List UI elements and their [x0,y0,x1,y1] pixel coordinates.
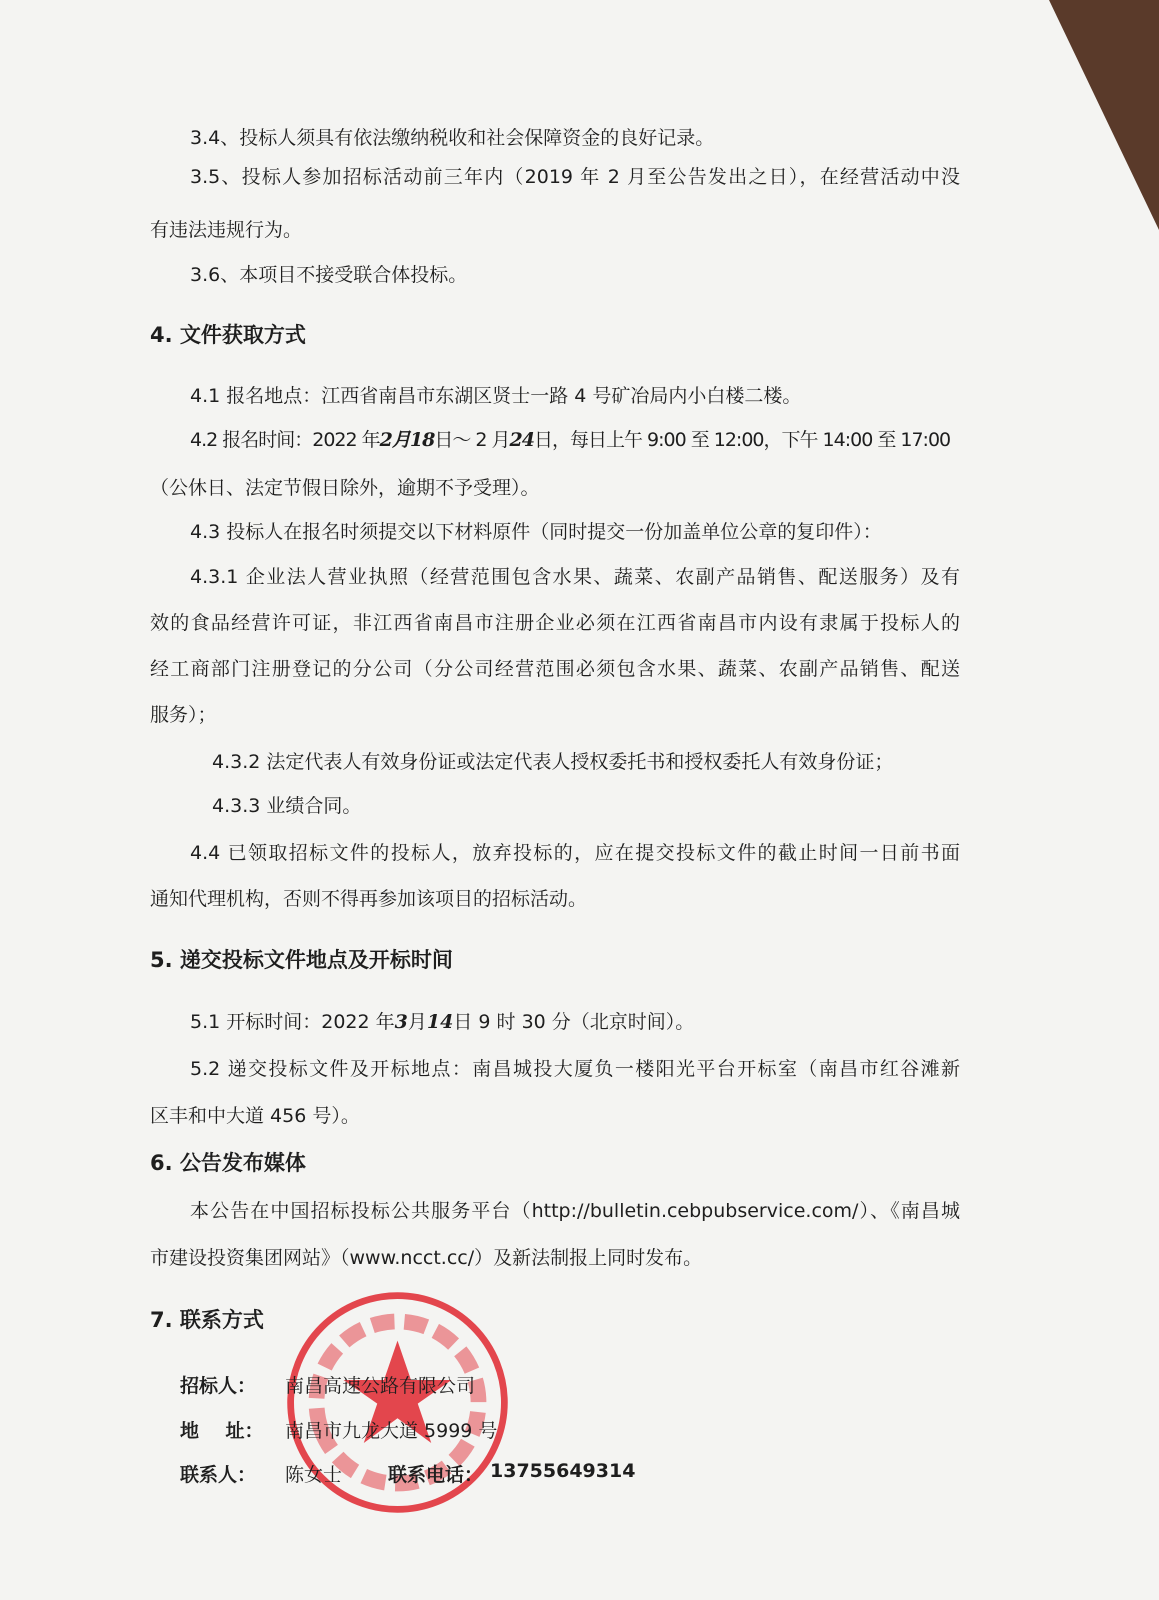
heading-4: 4. 文件获取方式 [150,323,306,347]
clause-4-1: 4.1 报名地点：江西省南昌市东湖区贤士一路 4 号矿冶局内小白楼二楼。 [190,385,802,407]
text: 日～ 2 月 [434,429,510,451]
heading-5: 5. 递交投标文件地点及开标时间 [150,948,453,972]
text: 日 9 时 30 分（北京时间）。 [453,1011,695,1033]
clause-3-6: 3.6、本项目不接受联合体投标。 [190,264,468,286]
clause-4-4-cont: 通知代理机构，否则不得再参加该项目的招标活动。 [150,888,588,910]
contact-person-label: 联系人： [180,1464,257,1486]
clause-4-3-3: 4.3.3 业绩合同。 [212,795,362,817]
clause-6: 本公告在中国招标投标公共服务平台（http://bulletin.cebpubservice.com/）、《南昌城 [190,1200,960,1222]
clause-6-cont: 市建设投资集团网站》（www.ncct.cc/）及新法制报上同时发布。 [150,1247,703,1269]
clause-4-2-cont: （公休日、法定节假日除外，逾期不予受理）。 [150,477,540,499]
tenderer-value: 南昌高速公路有限公司 [285,1375,476,1397]
clause-4-3-1-cont: 效的食品经营许可证，非江西省南昌市注册企业必须在江西省南昌市内设有隶属于投标人的 [150,612,960,634]
text: 月 [407,1011,427,1033]
handwritten-date: 2月18 [379,429,435,451]
clause-4-3-1-cont: 经工商部门注册登记的分公司（分公司经营范围必须包含水果、蔬菜、农副产品销售、配送 [150,658,960,680]
tenderer-label: 招标人： [180,1375,257,1397]
contact-person-value: 陈女士 [285,1464,343,1486]
clause-4-2 [190,428,960,452]
clause-4-3-2: 4.3.2 法定代表人有效身份证或法定代表人授权委托书和授权委托人有效身份证； [212,751,894,773]
handwritten-date: 14 [426,1011,454,1033]
clause-5-1 [190,1010,960,1034]
clause-4-3-1: 4.3.1 企业法人营业执照（经营范围包含水果、蔬菜、农副产品销售、配送服务）及有 [190,566,960,588]
phone-label: 联系电话： [388,1464,484,1486]
clause-4-3: 4.3 投标人在报名时须提交以下材料原件（同时提交一份加盖单位公章的复印件）： [190,521,882,543]
address-value: 南昌市九龙大道 5999 号 [285,1420,498,1442]
text: 日，每日上午 9:00 至 12:00，下午 14:00 至 17:00 [533,429,951,451]
handwritten-date: 3 [394,1011,408,1033]
clause-4-4: 4.4 已领取招标文件的投标人，放弃投标的，应在提交投标文件的截止时间一日前书面 [190,842,960,864]
clause-3-5-cont: 有违法违规行为。 [150,219,303,241]
page-edge-shadow [1049,0,1159,230]
heading-6: 6. 公告发布媒体 [150,1151,306,1175]
clause-4-3-1-cont: 服务）； [150,704,217,726]
clause-3-4: 3.4、投标人须具有依法缴纳税收和社会保障资金的良好记录。 [190,127,715,149]
clause-5-2-cont: 区丰和中大道 456 号）。 [150,1105,360,1127]
clause-3-5: 3.5、投标人参加招标活动前三年内（2019 年 2 月至公告发出之日），在经营活动中没 [190,166,960,188]
address-label: 地 址： [180,1420,264,1442]
text: 5.1 开标时间：2022 年 [190,1011,395,1033]
text: 4.2 报名时间：2022 年 [190,429,380,451]
handwritten-date: 24 [509,429,534,451]
phone-value: 13755649314 [490,1460,636,1482]
heading-7: 7. 联系方式 [150,1308,264,1332]
clause-5-2: 5.2 递交投标文件及开标地点：南昌城投大厦负一楼阳光平台开标室（南昌市红谷滩新 [190,1058,960,1080]
